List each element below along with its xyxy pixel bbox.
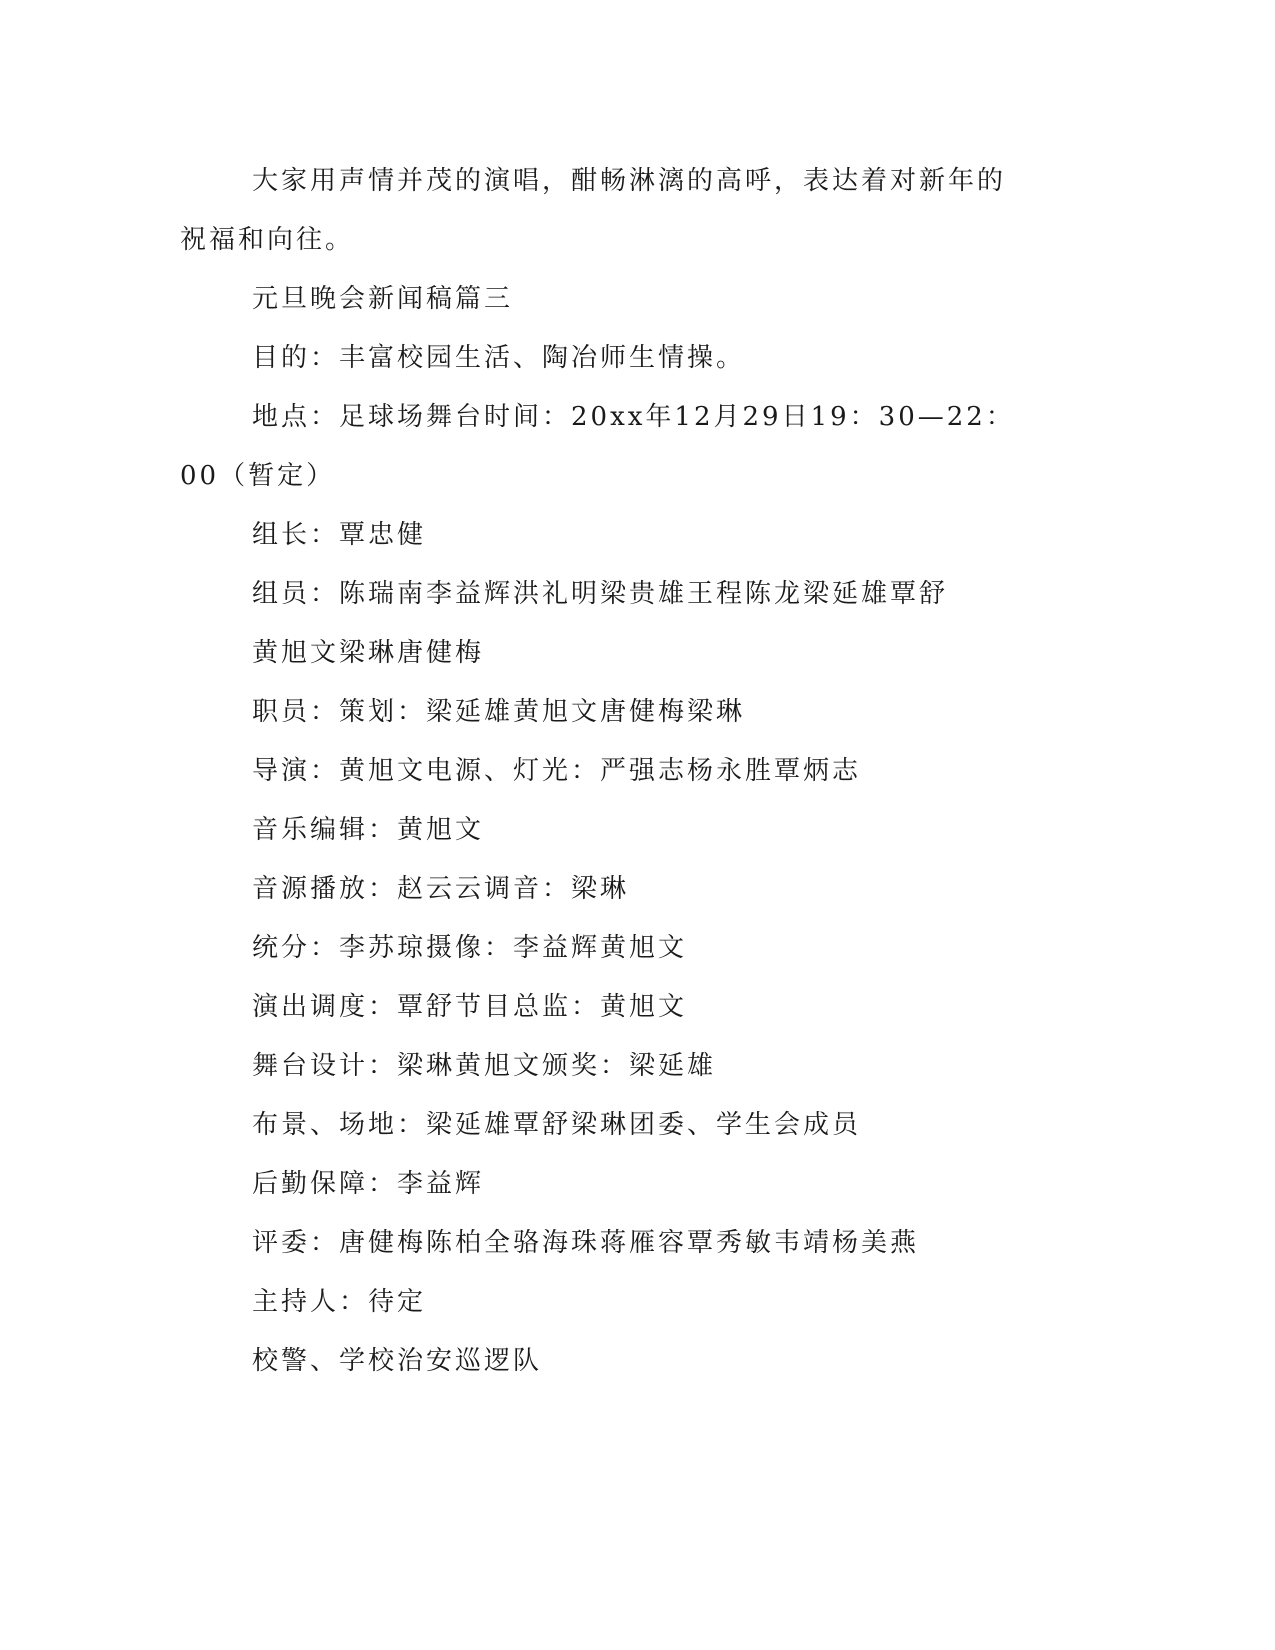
paragraph-location-time: 地点：足球场舞台时间：20xx年12月29日19：30—22：00（暂定）: [180, 402, 1015, 491]
paragraph-director: 导演：黄旭文电源、灯光：严强志杨永胜覃炳志: [252, 756, 862, 786]
paragraph-logistics: 后勤保障：李益辉: [252, 1169, 485, 1199]
paragraph-1: 大家用声情并茂的演唱，酣畅淋漓的高呼，表达着对新年的祝福和向往。: [180, 166, 1007, 255]
paragraph-purpose: 目的：丰富校园生活、陶冶师生情操。: [252, 343, 746, 373]
paragraph-venue: 布景、场地：梁延雄覃舒梁琳团委、学生会成员: [252, 1110, 862, 1140]
paragraph-judges: 评委：唐健梅陈柏全骆海珠蒋雁容覃秀敏韦靖杨美燕: [252, 1228, 920, 1258]
paragraph-staff: 职员：策划：梁延雄黄旭文唐健梅梁琳: [252, 697, 746, 727]
paragraph-scoring: 统分：李苏琼摄像：李益辉黄旭文: [252, 933, 688, 963]
paragraph-members: 组员：陈瑞南李益辉洪礼明梁贵雄王程陈龙梁延雄覃舒: [252, 579, 949, 609]
paragraph-music-editor: 音乐编辑：黄旭文: [252, 815, 485, 845]
paragraph-security: 校警、学校治安巡逻队: [252, 1346, 543, 1376]
paragraph-stage-design: 舞台设计：梁琳黄旭文颁奖：梁延雄: [252, 1051, 717, 1081]
paragraph-scheduling: 演出调度：覃舒节目总监：黄旭文: [252, 992, 688, 1022]
paragraph-host: 主持人：待定: [252, 1287, 427, 1317]
section-heading: 元旦晚会新闻稿篇三: [252, 284, 514, 314]
paragraph-leader: 组长：覃忠健: [252, 520, 427, 550]
paragraph-audio: 音源播放：赵云云调音：梁琳: [252, 874, 630, 904]
paragraph-members-cont: 黄旭文梁琳唐健梅: [252, 638, 485, 668]
